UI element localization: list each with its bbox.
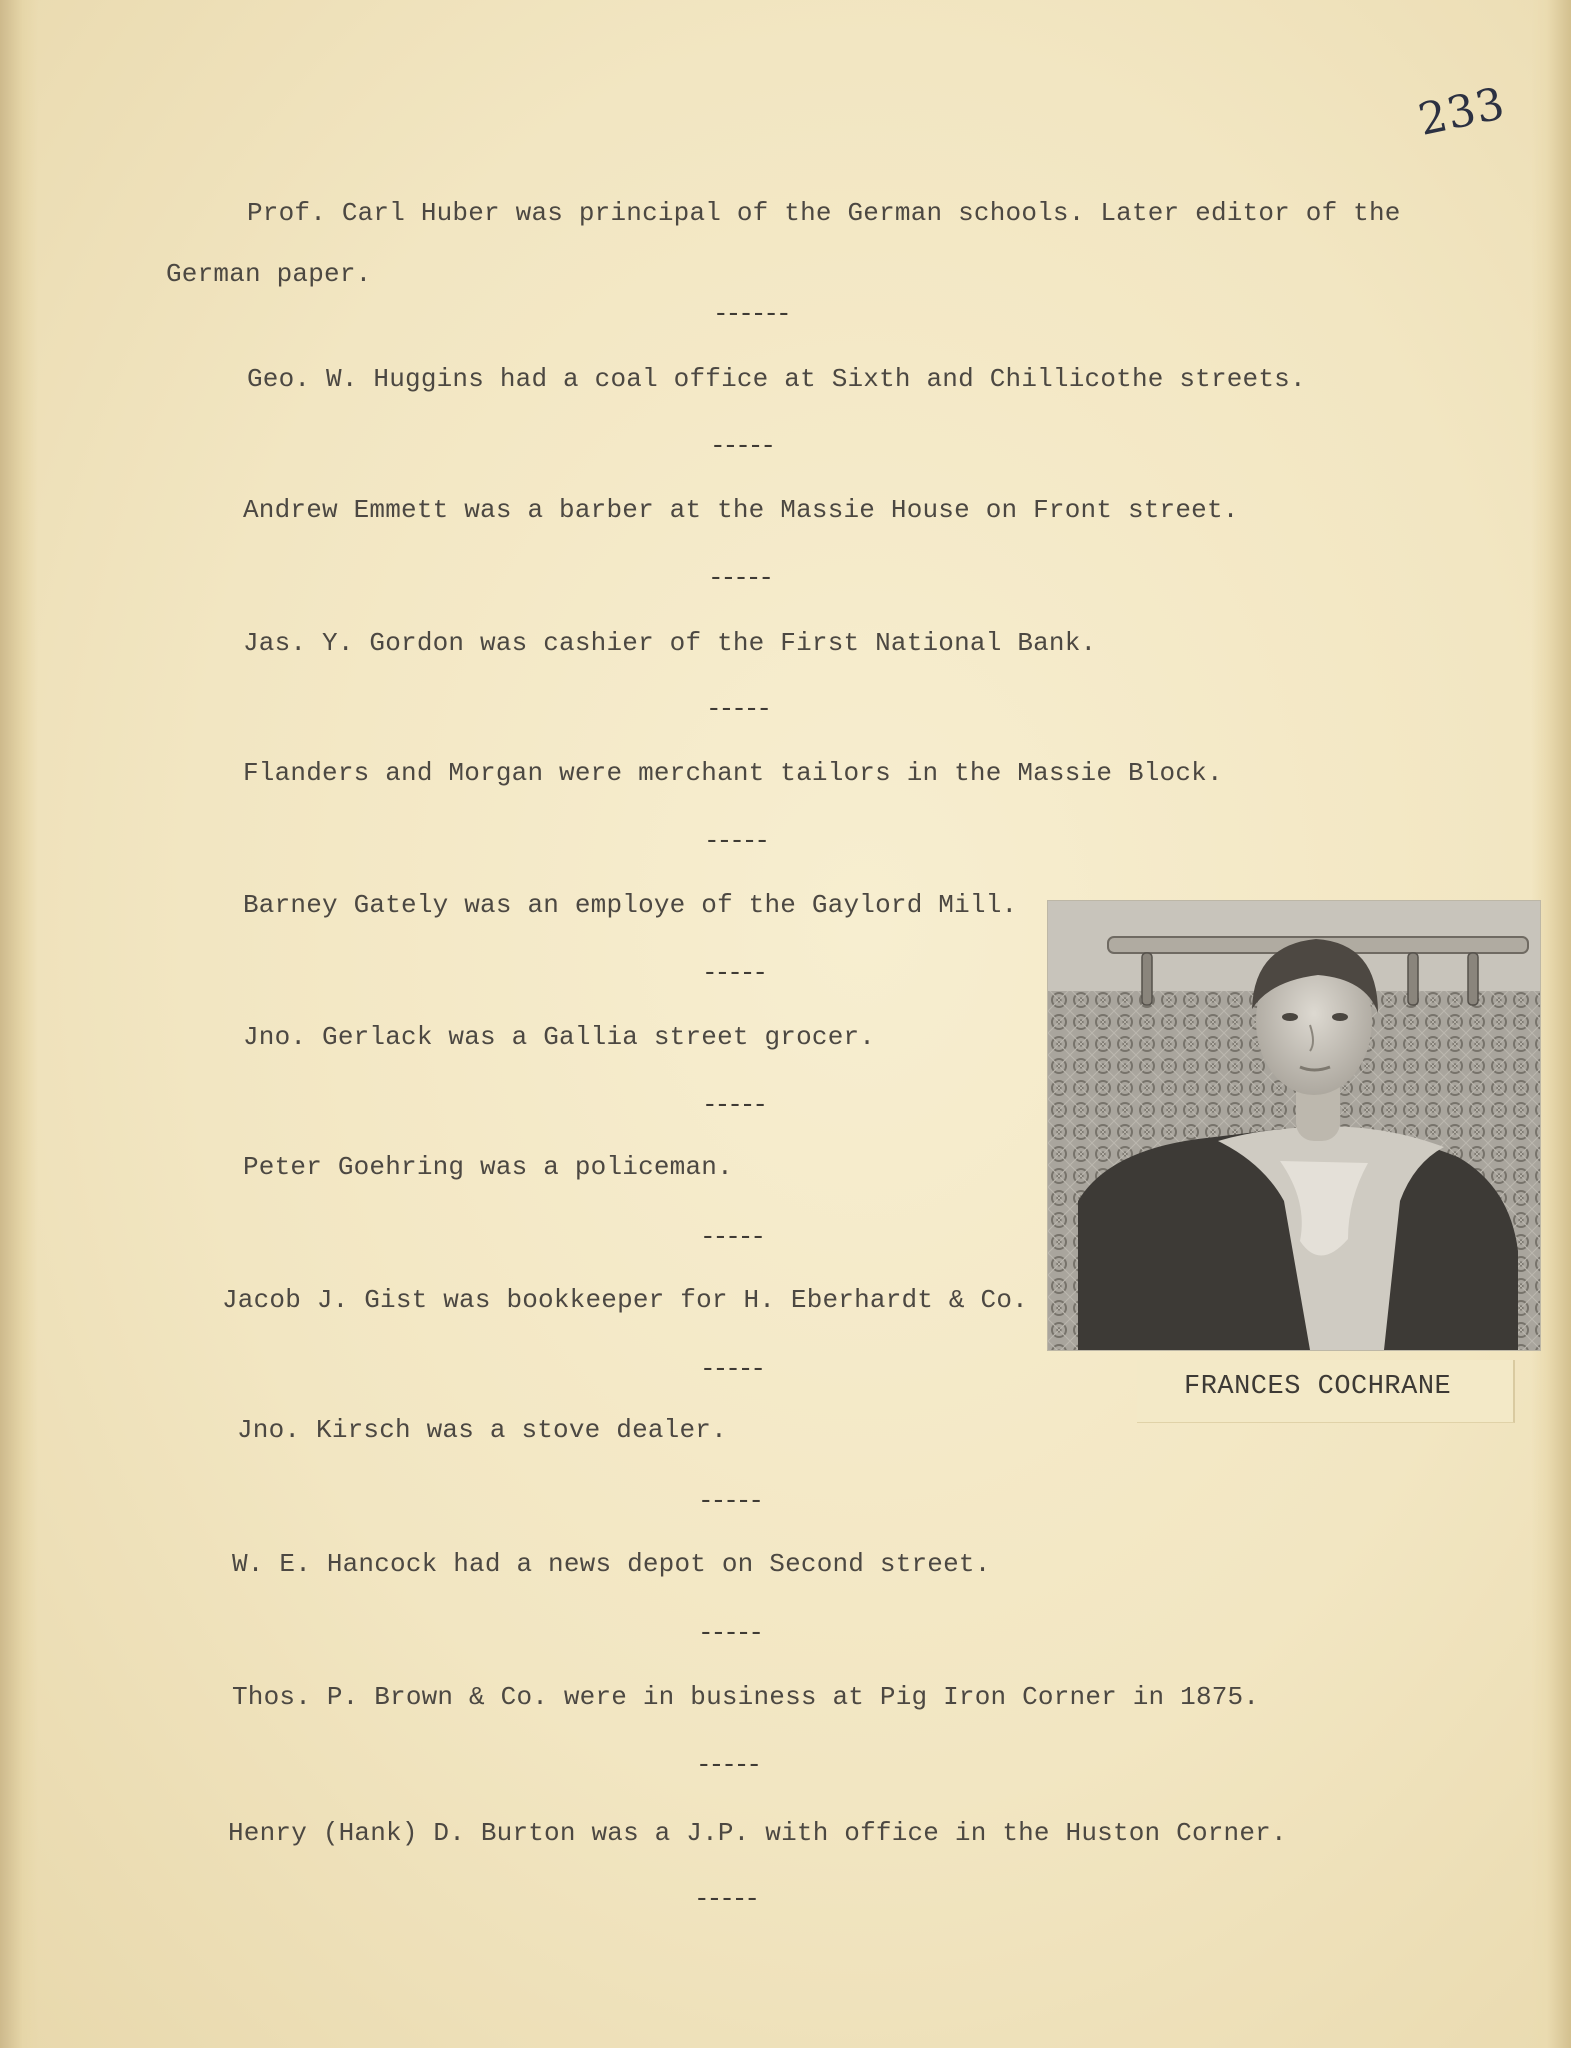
handwritten-page-number: 233 [1414,77,1510,146]
paragraph-kirsch: Jno. Kirsch was a stove dealer. [237,1415,727,1445]
paragraph-gately: Barney Gately was an employe of the Gaylord Mill. [243,890,1018,920]
paragraph-gerlack: Jno. Gerlack was a Gallia street grocer. [243,1022,876,1052]
separator: ----- [702,958,766,988]
separator: ----- [706,694,770,724]
separator: ----- [702,1090,766,1120]
paragraph-gordon: Jas. Y. Gordon was cashier of the First National Bank. [243,628,1097,658]
photo-caption: FRANCES COCHRANE [1184,1372,1452,1402]
paragraph-huber-line-1: Prof. Carl Huber was principal of the German schools. Later editor of the [247,198,1401,228]
paper-edge-left [0,0,38,2048]
separator: ------ [713,299,789,329]
separator: ----- [694,1884,758,1914]
separator: ----- [698,1618,762,1648]
paragraph-burton: Henry (Hank) D. Burton was a J.P. with office in the Huston Corner. [228,1818,1287,1848]
paragraph-goehring: Peter Goehring was a policeman. [243,1152,733,1182]
separator: ----- [696,1750,760,1780]
paragraph-brown: Thos. P. Brown & Co. were in business at Pig Iron Corner in 1875. [232,1682,1260,1712]
paragraph-emmett: Andrew Emmett was a barber at the Massie House on Front street. [243,495,1239,525]
separator: ----- [700,1354,764,1384]
separator: ----- [700,1222,764,1252]
separator: ----- [698,1486,762,1516]
portrait-photograph [1048,901,1540,1350]
separator: ----- [708,563,772,593]
paragraph-huggins: Geo. W. Huggins had a coal office at Sixth and Chillicothe streets. [247,364,1306,394]
paragraph-huber-line-2: German paper. [166,259,372,289]
separator: ----- [710,431,774,461]
paragraph-flanders-morgan: Flanders and Morgan were merchant tailors in the Massie Block. [243,758,1223,788]
separator: ----- [704,826,768,856]
paragraph-gist: Jacob J. Gist was bookkeeper for H. Eberhardt & Co. [222,1285,1028,1315]
paragraph-hancock: W. E. Hancock had a news depot on Second street. [232,1549,991,1579]
